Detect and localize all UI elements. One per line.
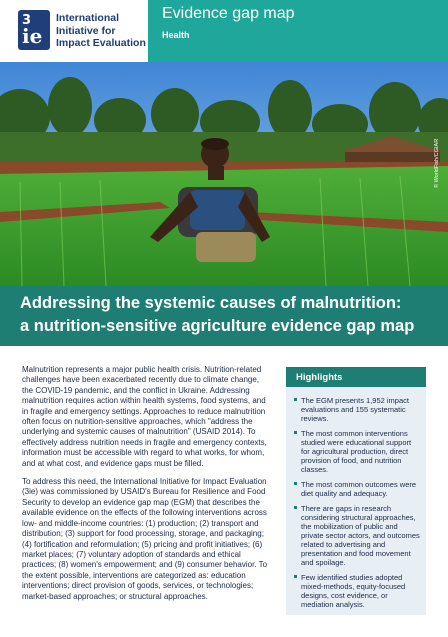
cover-photo xyxy=(0,62,448,286)
highlight-item: The EGM presents 1,952 impact evaluations and 155 systematic reviews. xyxy=(294,396,420,423)
highlight-item: Few identified studies adopted mixed-methods, equity-focused designs, cost evidence, or mediation analysis. xyxy=(294,573,420,609)
banner-subtitle: Health xyxy=(162,30,190,40)
bullet-square-icon xyxy=(294,506,297,509)
logo-line-1: International xyxy=(56,12,120,24)
logo-badge-main: ie xyxy=(22,24,43,48)
report-title-line-2: a nutrition-sensitive agriculture evidence gap map xyxy=(20,317,415,335)
highlights-list xyxy=(286,387,426,609)
header xyxy=(0,0,448,62)
farmer-seedlings-illustration xyxy=(0,62,448,286)
highlight-item: The most common interventions studied were educational support for agricultural production, direct provision of food, and nutrition classes. xyxy=(294,429,420,474)
banner-title: Evidence gap map xyxy=(162,5,295,22)
highlight-item: There are gaps in research considering structural approaches, the mobilization of public and private sector actors, and outcomes related to advertising and presentation and food movement and spoilage. xyxy=(294,504,420,567)
body-paragraph-1: Malnutrition represents a major public health crisis. Nutrition-related challenges have been exacerbated recently due to climate change, the COVID-19 pandemic, and the conflict in Ukraine. Addressing malnutrition requires action within health systems, food systems, and in fragile and emergency settings. Approaches to reduce malnutrition often focus on nutrition-sensitive approaches, which "address the underlying and systemic causes of malnutrition" (USAID 2014). To effectively address nutrition needs in fragile and emergency contexts, information must be accessible with regard to what works, for whom, and at what cost, and evidence gaps must be filled. xyxy=(22,365,267,468)
report-title-line-1: Addressing the systemic causes of malnutrition: xyxy=(20,294,402,312)
body-paragraph-2: To address this need, the International Initiative for Impact Evaluation (3ie) was commissioned by USAID's Bureau for Resilience and Food Security to develop an evidence gap map (EGM) that describes the available evidence on the effects of the following interventions across low- and middle-income countries: (1) production; (2) transport and distribution; (3) support for food processing, storage, and packaging; (4) fortification and reformulation; (5) pricing and profit initiatives; (6) market places; (7) voluntary adoption of standards and ethical practices; (8) women's empowerment; and (9) consumer behavior. To the extent possible, interventions are categorized as: education interventions; direct provision of goods, services, or technologies; market-based approaches; or structural approaches. xyxy=(22,477,268,601)
logo-badge-top: 3 xyxy=(22,13,32,28)
highlights-heading: Highlights xyxy=(286,367,426,387)
bullet-square-icon xyxy=(294,431,297,434)
photo-credit: © WorldFish/CGIAR xyxy=(434,138,440,188)
bullet-square-icon xyxy=(294,482,297,485)
report-title-strip xyxy=(0,286,448,346)
body-column xyxy=(22,365,272,610)
series-banner xyxy=(148,0,448,62)
bullet-square-icon xyxy=(294,575,297,578)
highlights-box xyxy=(286,367,426,615)
bullet-square-icon xyxy=(294,398,297,401)
logo-line-3: Impact Evaluation xyxy=(56,37,146,49)
highlight-item: The most common outcomes were diet quality and adequacy. xyxy=(294,480,420,498)
logo-line-2: Initiative for xyxy=(56,24,116,37)
3ie-logo-badge xyxy=(18,10,50,50)
